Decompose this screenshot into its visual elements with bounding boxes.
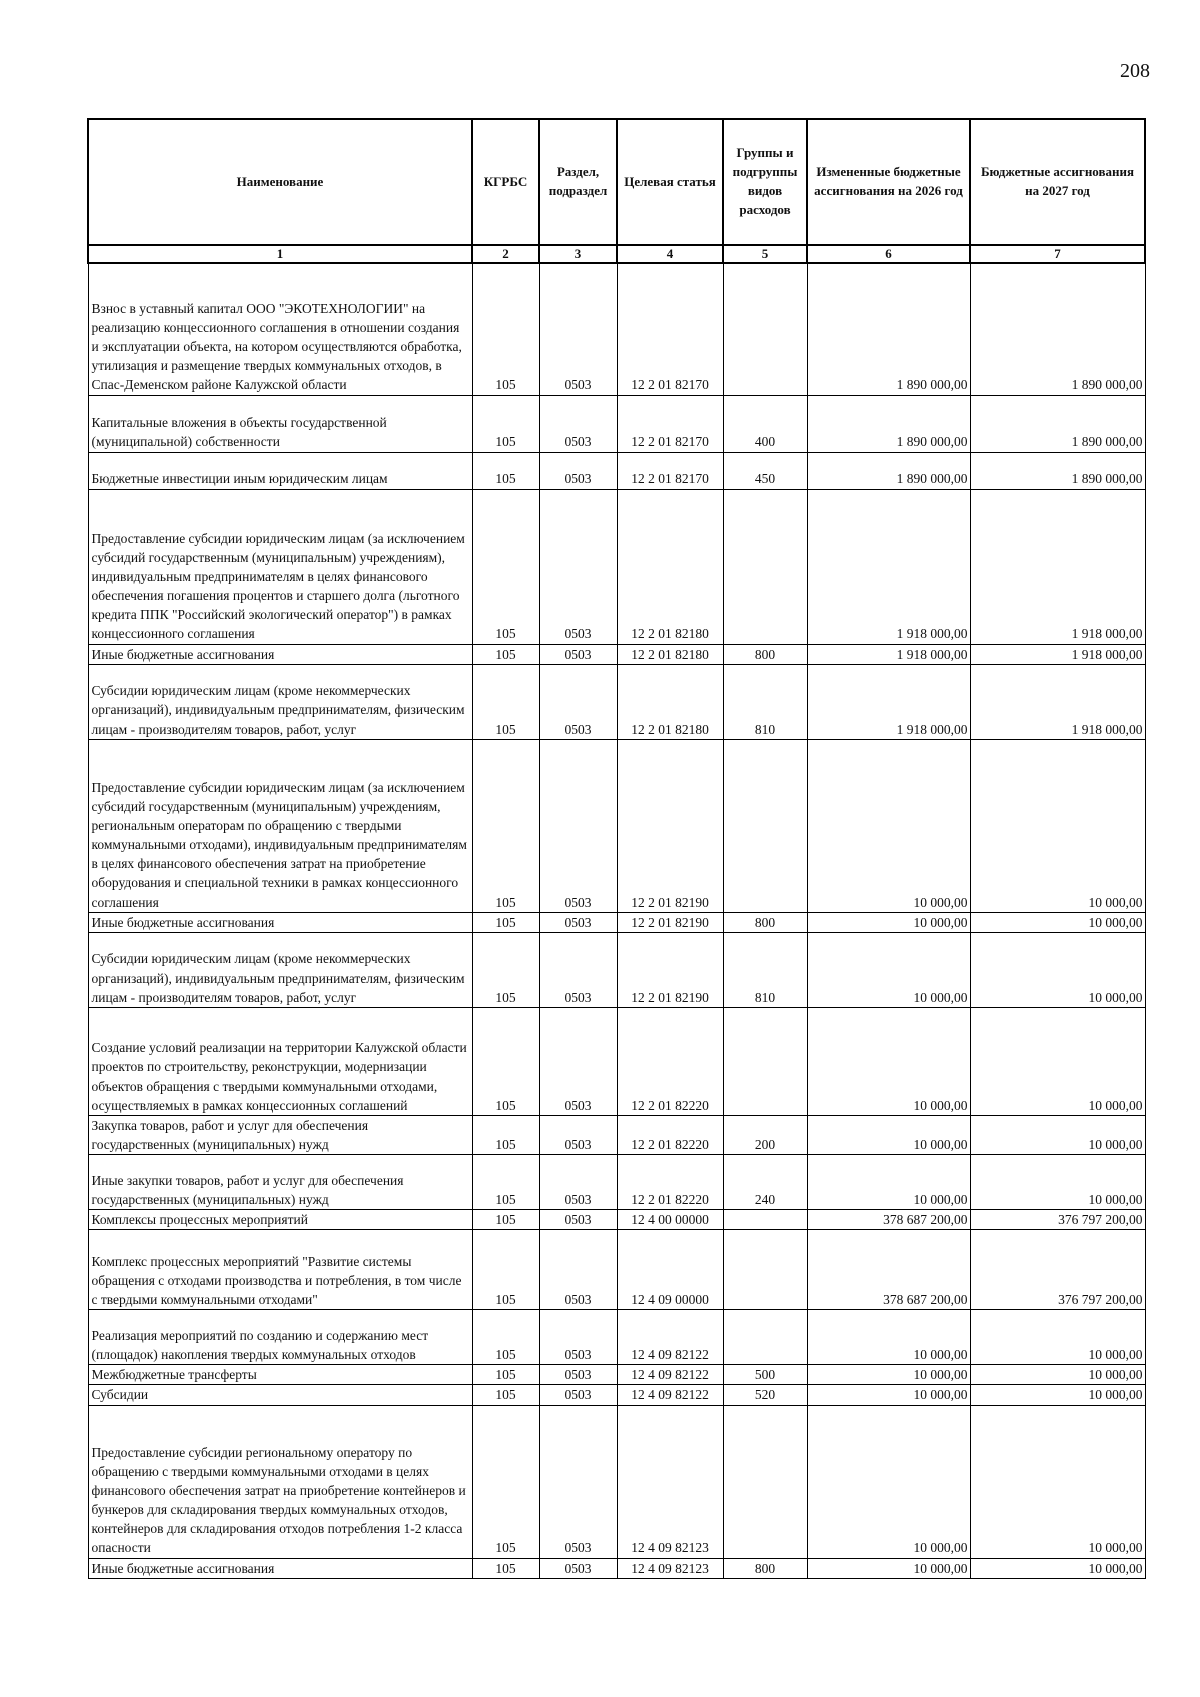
row-name: Межбюджетные трансферты xyxy=(88,1365,472,1385)
row-kgrbs: 105 xyxy=(472,1558,539,1578)
row-section: 0503 xyxy=(539,263,617,395)
row-amount-2026: 10 000,00 xyxy=(807,1007,970,1115)
row-section: 0503 xyxy=(539,1115,617,1154)
table-row xyxy=(88,1230,1145,1310)
row-group: 450 xyxy=(723,452,807,489)
row-name: Предоставление субсидии юридическим лицам (за исключением субсидий государственным (муниципальным) учреждениям, региональным операторам по обращению с твердыми коммунальными отходами), индивидуальным предпринимателям в целях финансового обеспечения затрат на приобретение оборудования и специальной техники в рамках концессионного соглашения xyxy=(88,739,472,912)
table-row xyxy=(88,1115,1145,1154)
row-amount-2026: 10 000,00 xyxy=(807,1405,970,1558)
row-amount-2027: 10 000,00 xyxy=(970,912,1145,932)
header-name: Наименование xyxy=(88,119,472,245)
row-kgrbs: 105 xyxy=(472,263,539,395)
row-target: 12 2 01 82170 xyxy=(617,395,723,452)
row-section: 0503 xyxy=(539,664,617,739)
row-kgrbs: 105 xyxy=(472,932,539,1007)
table-row xyxy=(88,452,1145,489)
row-target: 12 4 09 82122 xyxy=(617,1385,723,1405)
row-amount-2027: 1 890 000,00 xyxy=(970,452,1145,489)
row-target: 12 2 01 82180 xyxy=(617,489,723,644)
row-name: Бюджетные инвестиции иным юридическим лицам xyxy=(88,452,472,489)
row-amount-2027: 10 000,00 xyxy=(970,1385,1145,1405)
row-amount-2026: 378 687 200,00 xyxy=(807,1230,970,1310)
row-amount-2027: 10 000,00 xyxy=(970,1365,1145,1385)
table-row xyxy=(88,1007,1145,1115)
column-number: 1 xyxy=(88,245,472,263)
row-target: 12 2 01 82180 xyxy=(617,644,723,664)
row-amount-2026: 378 687 200,00 xyxy=(807,1210,970,1230)
row-target: 12 2 01 82170 xyxy=(617,452,723,489)
row-target: 12 2 01 82220 xyxy=(617,1115,723,1154)
row-amount-2026: 10 000,00 xyxy=(807,1558,970,1578)
row-amount-2027: 10 000,00 xyxy=(970,1115,1145,1154)
row-section: 0503 xyxy=(539,452,617,489)
row-amount-2026: 1 890 000,00 xyxy=(807,395,970,452)
row-name: Иные бюджетные ассигнования xyxy=(88,1558,472,1578)
row-target: 12 2 01 82190 xyxy=(617,739,723,912)
row-name: Реализация мероприятий по созданию и содержанию мест (площадок) накопления твердых коммунальных отходов xyxy=(88,1310,472,1365)
row-kgrbs: 105 xyxy=(472,1310,539,1365)
row-amount-2027: 376 797 200,00 xyxy=(970,1210,1145,1230)
table-row xyxy=(88,1405,1145,1558)
row-kgrbs: 105 xyxy=(472,1385,539,1405)
row-kgrbs: 105 xyxy=(472,664,539,739)
row-group xyxy=(723,1007,807,1115)
row-amount-2026: 10 000,00 xyxy=(807,1310,970,1365)
row-group: 800 xyxy=(723,1558,807,1578)
row-amount-2027: 1 918 000,00 xyxy=(970,489,1145,644)
row-name: Создание условий реализации на территории Калужской области проектов по строительству, реконструкции, модернизации объектов обращения с твердыми коммунальными отходами, осуществляемых в рамках концессионных соглашений xyxy=(88,1007,472,1115)
row-kgrbs: 105 xyxy=(472,912,539,932)
table-row xyxy=(88,1385,1145,1405)
row-section: 0503 xyxy=(539,644,617,664)
row-group: 400 xyxy=(723,395,807,452)
row-target: 12 2 01 82180 xyxy=(617,664,723,739)
table-row xyxy=(88,1310,1145,1365)
row-section: 0503 xyxy=(539,1385,617,1405)
row-group xyxy=(723,263,807,395)
table-row xyxy=(88,664,1145,739)
row-amount-2027: 10 000,00 xyxy=(970,1155,1145,1210)
header-target: Целевая статья xyxy=(617,119,723,245)
row-kgrbs: 105 xyxy=(472,395,539,452)
row-group: 800 xyxy=(723,644,807,664)
row-amount-2026: 1 918 000,00 xyxy=(807,664,970,739)
row-group: 500 xyxy=(723,1365,807,1385)
table-row xyxy=(88,912,1145,932)
row-group xyxy=(723,1405,807,1558)
row-section: 0503 xyxy=(539,1210,617,1230)
table-row xyxy=(88,739,1145,912)
row-section: 0503 xyxy=(539,1007,617,1115)
header-changed-2026: Измененные бюджетные ассигнования на 2026 год xyxy=(807,119,970,245)
row-section: 0503 xyxy=(539,932,617,1007)
row-group: 800 xyxy=(723,912,807,932)
row-amount-2026: 10 000,00 xyxy=(807,1365,970,1385)
row-section: 0503 xyxy=(539,912,617,932)
row-amount-2027: 10 000,00 xyxy=(970,1405,1145,1558)
page-number: 208 xyxy=(1120,60,1150,82)
row-amount-2027: 10 000,00 xyxy=(970,1558,1145,1578)
row-target: 12 4 09 82123 xyxy=(617,1405,723,1558)
row-target: 12 2 01 82220 xyxy=(617,1155,723,1210)
row-amount-2026: 1 890 000,00 xyxy=(807,263,970,395)
row-section: 0503 xyxy=(539,1155,617,1210)
row-target: 12 4 09 00000 xyxy=(617,1230,723,1310)
column-number: 5 xyxy=(723,245,807,263)
row-amount-2027: 376 797 200,00 xyxy=(970,1230,1145,1310)
row-name: Комплексы процессных мероприятий xyxy=(88,1210,472,1230)
row-name: Закупка товаров, работ и услуг для обеспечения государственных (муниципальных) нужд xyxy=(88,1115,472,1154)
row-name: Иные бюджетные ассигнования xyxy=(88,912,472,932)
column-number: 3 xyxy=(539,245,617,263)
row-section: 0503 xyxy=(539,1405,617,1558)
row-name: Иные бюджетные ассигнования xyxy=(88,644,472,664)
row-target: 12 2 01 82220 xyxy=(617,1007,723,1115)
row-group: 200 xyxy=(723,1115,807,1154)
row-target: 12 4 00 00000 xyxy=(617,1210,723,1230)
row-group: 810 xyxy=(723,932,807,1007)
row-amount-2026: 10 000,00 xyxy=(807,1385,970,1405)
row-kgrbs: 105 xyxy=(472,1210,539,1230)
table-row xyxy=(88,1210,1145,1230)
row-amount-2027: 1 918 000,00 xyxy=(970,644,1145,664)
table-row xyxy=(88,489,1145,644)
table-row xyxy=(88,395,1145,452)
row-name: Субсидии xyxy=(88,1385,472,1405)
row-section: 0503 xyxy=(539,1558,617,1578)
row-name: Комплекс процессных мероприятий "Развитие системы обращения с отходами производства и потребления, в том числе с твердыми коммунальными отходами" xyxy=(88,1230,472,1310)
table-row xyxy=(88,932,1145,1007)
row-section: 0503 xyxy=(539,1230,617,1310)
table-header xyxy=(88,119,1145,263)
row-kgrbs: 105 xyxy=(472,1155,539,1210)
row-section: 0503 xyxy=(539,489,617,644)
row-amount-2027: 10 000,00 xyxy=(970,932,1145,1007)
row-amount-2027: 1 890 000,00 xyxy=(970,395,1145,452)
column-number: 4 xyxy=(617,245,723,263)
table-row xyxy=(88,1155,1145,1210)
row-amount-2026: 1 918 000,00 xyxy=(807,644,970,664)
row-group xyxy=(723,1210,807,1230)
row-amount-2026: 1 918 000,00 xyxy=(807,489,970,644)
row-group xyxy=(723,1230,807,1310)
table-row xyxy=(88,1558,1145,1578)
column-number: 6 xyxy=(807,245,970,263)
header-kgrbs: КГРБС xyxy=(472,119,539,245)
row-amount-2026: 10 000,00 xyxy=(807,1155,970,1210)
row-group: 240 xyxy=(723,1155,807,1210)
row-group: 810 xyxy=(723,664,807,739)
row-group xyxy=(723,1310,807,1365)
row-amount-2027: 10 000,00 xyxy=(970,1310,1145,1365)
row-section: 0503 xyxy=(539,1365,617,1385)
row-name: Субсидии юридическим лицам (кроме некоммерческих организаций), индивидуальным предпринимателям, физическим лицам - производителям товаров, работ, услуг xyxy=(88,932,472,1007)
row-name: Субсидии юридическим лицам (кроме некоммерческих организаций), индивидуальным предпринимателям, физическим лицам - производителям товаров, работ, услуг xyxy=(88,664,472,739)
row-amount-2027: 10 000,00 xyxy=(970,739,1145,912)
row-amount-2026: 10 000,00 xyxy=(807,912,970,932)
row-target: 12 4 09 82122 xyxy=(617,1365,723,1385)
row-target: 12 4 09 82122 xyxy=(617,1310,723,1365)
row-target: 12 2 01 82190 xyxy=(617,932,723,1007)
table-row xyxy=(88,1365,1145,1385)
column-number-row xyxy=(88,245,1145,263)
row-amount-2026: 1 890 000,00 xyxy=(807,452,970,489)
row-group xyxy=(723,739,807,912)
row-kgrbs: 105 xyxy=(472,489,539,644)
header-budget-2027: Бюджетные ассигнования на 2027 год xyxy=(970,119,1145,245)
row-name: Взнос в уставный капитал ООО "ЭКОТЕХНОЛОГИИ" на реализацию концессионного соглашения в отношении создания и эксплуатации объекта, на котором осуществляются обработка, утилизация и размещение твердых коммунальных отходов, в Спас-Деменском районе Калужской области xyxy=(88,263,472,395)
row-name: Капитальные вложения в объекты государственной (муниципальной) собственности xyxy=(88,395,472,452)
row-name: Предоставление субсидии юридическим лицам (за исключением субсидий государственным (муниципальным) учреждениям), индивидуальным предпринимателям в целях финансового обеспечения погашения процентов и старшего долга (льготного кредита ППК "Российский экологический оператор") в рамках концессионного соглашения xyxy=(88,489,472,644)
row-kgrbs: 105 xyxy=(472,1115,539,1154)
row-kgrbs: 105 xyxy=(472,1405,539,1558)
row-target: 12 2 01 82190 xyxy=(617,912,723,932)
row-kgrbs: 105 xyxy=(472,452,539,489)
row-kgrbs: 105 xyxy=(472,1365,539,1385)
row-amount-2027: 1 918 000,00 xyxy=(970,664,1145,739)
row-kgrbs: 105 xyxy=(472,739,539,912)
header-groups: Группы и подгруппы видов расходов xyxy=(723,119,807,245)
row-name: Иные закупки товаров, работ и услуг для обеспечения государственных (муниципальных) нужд xyxy=(88,1155,472,1210)
budget-table xyxy=(87,118,1146,1579)
row-amount-2027: 10 000,00 xyxy=(970,1007,1145,1115)
column-number: 2 xyxy=(472,245,539,263)
row-amount-2027: 1 890 000,00 xyxy=(970,263,1145,395)
row-section: 0503 xyxy=(539,1310,617,1365)
row-amount-2026: 10 000,00 xyxy=(807,739,970,912)
table-row xyxy=(88,644,1145,664)
column-number: 7 xyxy=(970,245,1145,263)
row-kgrbs: 105 xyxy=(472,1230,539,1310)
row-group xyxy=(723,489,807,644)
header-section: Раздел, подраздел xyxy=(539,119,617,245)
table-row xyxy=(88,263,1145,395)
row-section: 0503 xyxy=(539,739,617,912)
row-kgrbs: 105 xyxy=(472,1007,539,1115)
row-target: 12 4 09 82123 xyxy=(617,1558,723,1578)
row-kgrbs: 105 xyxy=(472,644,539,664)
row-target: 12 2 01 82170 xyxy=(617,263,723,395)
row-amount-2026: 10 000,00 xyxy=(807,1115,970,1154)
row-name: Предоставление субсидии региональному оператору по обращению с твердыми коммунальными отходами в целях финансового обеспечения затрат на приобретение контейнеров и бункеров для складирования твердых коммунальных отходов, контейнеров для складирования отходов потребления 1-2 класса опасности xyxy=(88,1405,472,1558)
row-group: 520 xyxy=(723,1385,807,1405)
row-section: 0503 xyxy=(539,395,617,452)
row-amount-2026: 10 000,00 xyxy=(807,932,970,1007)
table-body xyxy=(88,263,1145,1578)
